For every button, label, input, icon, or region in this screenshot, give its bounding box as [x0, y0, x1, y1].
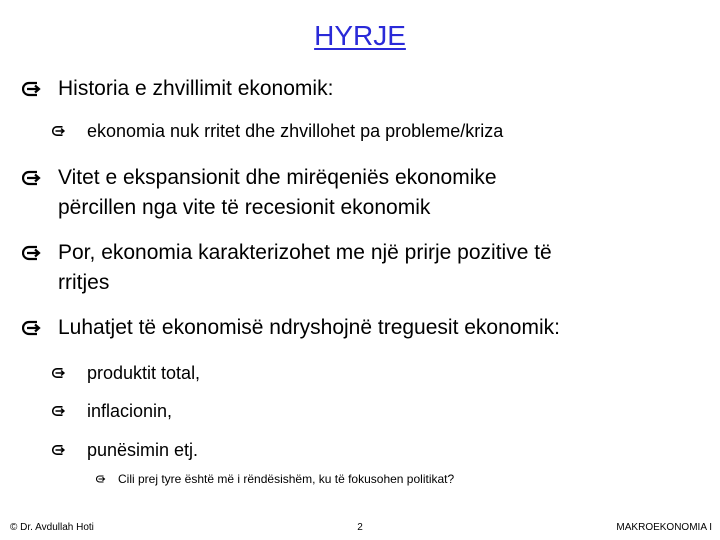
bullet-text-line-1: Vitet e ekspansionit dhe mirëqeniës ekonomike	[58, 166, 497, 189]
sub-sub-bullet-text: Cili prej tyre është më i rëndësishëm, ku të fokusohen politikat?	[118, 472, 455, 486]
bullet-text-line-1: Por, ekonomia karakterizohet me një prirje pozitive të	[58, 241, 552, 264]
arrow-bullet-icon	[52, 125, 66, 137]
bullet-text-line-2: përcillen nga vite të recesionit ekonomik	[58, 196, 431, 219]
slide-title: HYRJE	[314, 20, 406, 51]
arrow-bullet-icon	[22, 245, 42, 261]
footer-page-number: 2	[357, 522, 363, 533]
bullet-text: Historia e zhvillimit ekonomik:	[58, 77, 334, 100]
bullet-text-line-2: rritjes	[58, 271, 110, 294]
footer-course: MAKROEKONOMIA I	[616, 522, 712, 533]
sub-bullet-text: punësimin etj.	[87, 440, 199, 460]
arrow-bullet-icon	[96, 475, 106, 483]
arrow-bullet-icon	[52, 367, 66, 379]
arrow-bullet-icon	[52, 405, 66, 417]
arrow-bullet-icon	[22, 170, 42, 186]
arrow-bullet-icon	[22, 81, 42, 97]
bullet-text: Luhatjet të ekonomisë ndryshojnë treguesit ekonomik:	[58, 316, 560, 339]
footer-author: © Dr. Avdullah Hoti	[10, 522, 94, 533]
arrow-bullet-icon	[52, 444, 66, 456]
arrow-bullet-icon	[22, 320, 42, 336]
sub-bullet-text: produktit total,	[87, 363, 201, 383]
sub-bullet-text: inflacionin,	[87, 401, 173, 421]
sub-bullet-text: ekonomia nuk rritet dhe zhvillohet pa probleme/kriza	[87, 121, 504, 141]
